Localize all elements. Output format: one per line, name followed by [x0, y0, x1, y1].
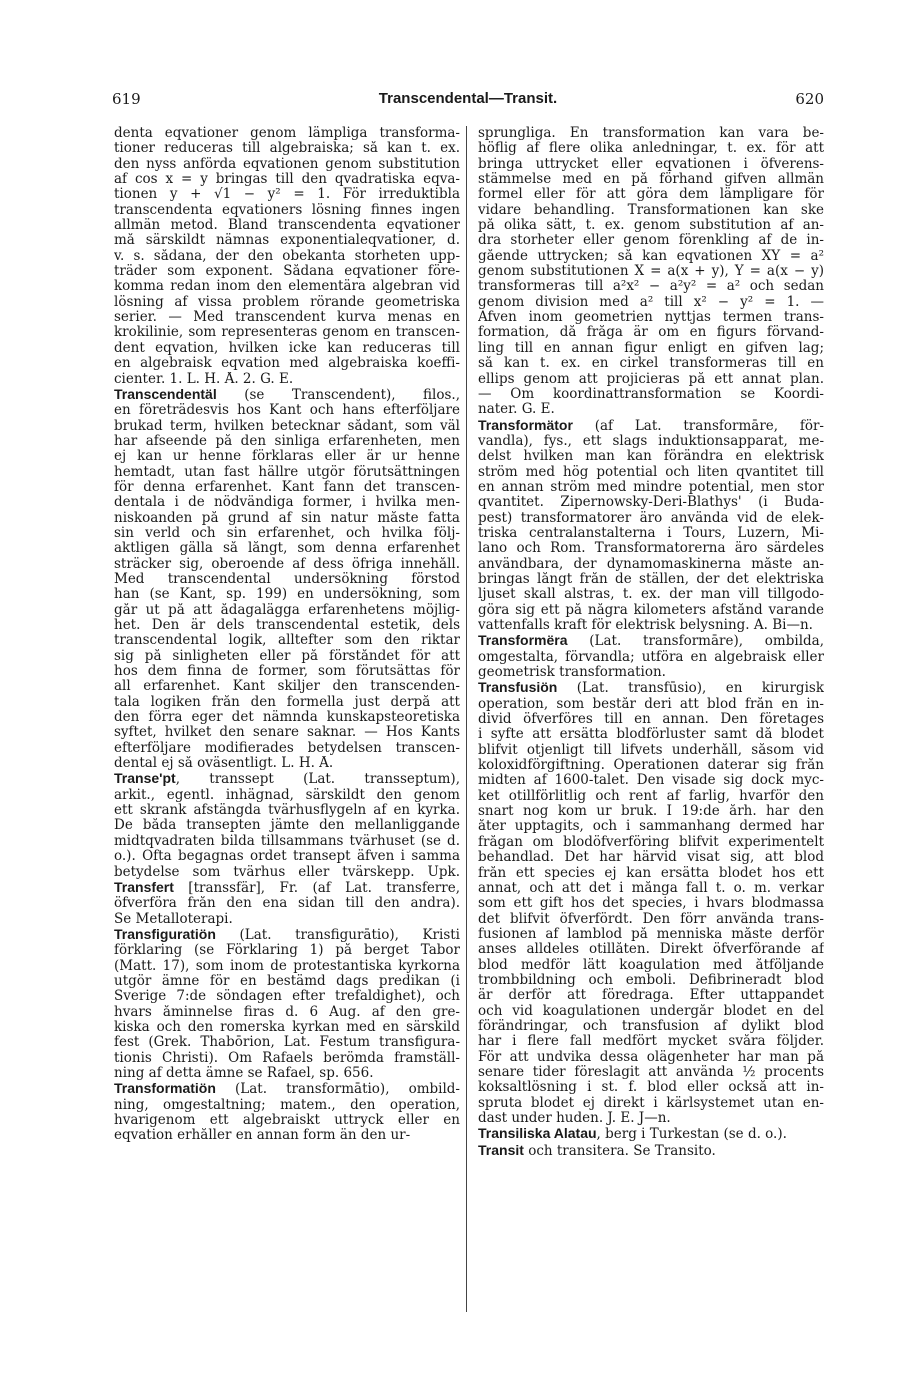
text-line: senare tider föreslagit att använda ½ procents [478, 1064, 824, 1080]
text-line: komma redan inom den elementära algebran vid [114, 279, 460, 295]
text-line: serier. — Med transcendent kurva menas en [114, 310, 460, 326]
text-line: all erfarenhet. Kant skiljer den transcenden- [114, 679, 460, 695]
text-line: dentala i de nödvändiga former, i hvilka men- [114, 495, 460, 511]
headword: Transfusiön [478, 680, 558, 696]
text-line: Transformëra (Lat. transformāre), ombilda, [478, 633, 824, 650]
text-line: qvantitet. Zipernowsky-Deri-Blathys' (i Buda- [478, 495, 824, 511]
text-line: hvarigenom ett algebraiskt uttryck eller en [114, 1113, 460, 1128]
text-line: sin verld och sin erfarenhet, och hvilka följ- [114, 525, 460, 541]
text-line: denta eqvationer genom lämpliga transforma- [114, 126, 460, 141]
text-line: frågan om blodöfverföring blifvit experimentelt [478, 834, 824, 850]
text-line: det blifvit öfverfördt. Den förr använda trans- [478, 911, 824, 927]
headword: Transformätor [478, 417, 573, 433]
text-line: — Om koordinattransformation se Koordi- [478, 386, 824, 402]
text-line: ljuset skall alstras, t. ex. der man vill tillgodo- [478, 587, 824, 603]
text-line: har i flere fall medfört mycket svåra följder. [478, 1034, 824, 1050]
text-line: förändringar, och transfusion af dylikt blod [478, 1018, 824, 1034]
text-line: Transcendentäl (se Transcendent), filos., [114, 386, 460, 403]
text-line: förklaring (se Förklaring 1) på berget Tabor [114, 943, 460, 959]
right-column [478, 126, 824, 1159]
text-line: Transe'pt, transsept (Lat. transseptum), [114, 771, 460, 788]
text-line: vattenfalls kraft för elektrisk belysning. A. Bi—n. [478, 618, 813, 633]
text-line: lösning af vissa problem rörande geometriska [114, 294, 460, 310]
text-line: nater. G. E. [478, 402, 555, 418]
text-line: behandlad. Det har härvid visat sig, att blod [478, 850, 824, 866]
text-line: Transfert [transsfär], Fr. (af Lat. transferre, [114, 879, 460, 896]
text-line: arkit., egentl. inhägnad, särskildt den genom [114, 787, 460, 803]
text-line: från ett species ej kan ersätta blodet hos ett [478, 865, 824, 881]
text-line: sprungliga. En transformation kan vara be- [478, 126, 824, 141]
text-line: vandla), fys., ett slags induktionsapparat, me- [478, 433, 824, 449]
text-line: Transfusiön (Lat. transfūsio), en kirurgisk [478, 680, 824, 697]
text-line: hemtadt, utan fast hällre utgör förutsättningen [114, 464, 460, 480]
text-line: anses alldeles otillåten. Direkt öfverförande af [478, 942, 824, 958]
text-line: triska centralanstalterna i Tours, Luzern, Mi- [478, 525, 824, 541]
text-line: en företrädesvis hos Kant och hans efterföljare [114, 403, 460, 419]
text-line: operation, som består deri att blod från en in- [478, 696, 824, 712]
text-line: delst hvilken man kan förändra en elektrisk [478, 449, 824, 465]
text-line: höflig af flere olika anledningar, t. ex. för att [478, 141, 824, 157]
text-line: Äfven inom geometrien nyttjas termen trans- [478, 310, 824, 326]
text-line: användbara, der dynamomaskinerna måste an- [478, 556, 824, 572]
running-title: Transcendental—Transit. [378, 90, 558, 107]
text-line: göra sig ett på några kilometers afstånd varande [478, 602, 824, 618]
text-line: o.). Ofta begagnas ordet transept äfven i samma [114, 849, 460, 865]
text-line: den förra eger det nämnda kunskapsteoretiska [114, 710, 460, 726]
text-line: brukad term, hvilken betecknar sådant, som väl [114, 418, 460, 434]
text-line: har afseende på den sinliga erfarenheten, men [114, 433, 460, 449]
text-line: sträcker sig, oberoende af dess öfriga innehåll. [114, 556, 460, 572]
text-line: koksaltlösning i st. f. blod eller också att in- [478, 1080, 824, 1096]
text-line: Sverige 7:de söndagen efter trefaldighet), och [114, 989, 460, 1005]
text-line: Transformatiön (Lat. transformātio), ombild- [114, 1081, 460, 1098]
text-line: efterföljare modifierades betydelsen transcen- [114, 740, 460, 756]
text-line: fusionen af lamblod på menniska måste derför [478, 926, 824, 942]
text-line: hos dem finna de former, som förutsättas för [114, 664, 460, 680]
headword: Transcendentäl [114, 386, 217, 402]
text-line: snart nog kom ur bruk. I 19:de årh. har den [478, 804, 824, 820]
text-line: för denna erfarenhet. Kant fann det transcen- [114, 479, 460, 495]
text-line: dast under huden. J. E. J—n. [478, 1111, 671, 1126]
text-line: niskoanden på grund af sin natur måste fatta [114, 510, 460, 526]
page-number-right: 620 [795, 90, 824, 108]
text-line: blifvit otjenligt till lifvets underhåll, såsom vid [478, 742, 824, 758]
text-line: Transfiguratiön (Lat. transfigurātio), Kristi [114, 926, 460, 943]
headword: Transfiguratiön [114, 926, 216, 942]
text-line: åter upptagits, och i sammanhang dermed har [478, 819, 824, 835]
headword: Transformatiön [114, 1081, 216, 1097]
text-line: tioner reduceras till algebraiska; så kan t. ex. [114, 141, 460, 157]
text-line: i syfte att ersätta blodförluster samt då blodet [478, 727, 824, 743]
text-line: utgör ämne för en bestämd dags predikan (i [114, 973, 460, 989]
text-line: cienter. 1. L. H. Å. 2. G. E. [114, 371, 294, 387]
text-line: formel eller för att göra dem lämpligare för [478, 187, 824, 203]
text-line: Se Metalloterapi. [114, 911, 233, 927]
text-line: går ut på att ådagalägga erfarenhetens möjlig- [114, 602, 460, 618]
text-line: gående uttrycken; så kan eqvationen XY = a² [478, 248, 824, 264]
text-line: För att undvika dessa olägenheter har man på [478, 1049, 824, 1065]
text-line: syftet, hvilket den senare saknar. — Hos Kants [114, 725, 460, 741]
text-line: Transiliska Alatau, berg i Turkestan (se d. o.). [478, 1126, 787, 1143]
text-line: ellips genom att projicieras på ett annat plan. [478, 371, 824, 387]
text-line: bringas långt från de ställen, der det elektriska [478, 571, 824, 587]
text-line: midten af 1600-talet. Den visade sig dock myc- [478, 773, 824, 789]
text-line: divid öfverföres till en annan. Den företages [478, 712, 824, 728]
text-line: dental ej så oväsentligt. L. H. Å. [114, 756, 334, 772]
headword: Transiliska Alatau [478, 1126, 597, 1142]
text-line: tala logiken från den formella just derpå att [114, 694, 460, 710]
text-line: en annan ström med mindre potential, men stor [478, 479, 824, 495]
running-header [112, 90, 824, 112]
text-line: blod medför lätt koagulation med åtföljande [478, 957, 824, 973]
text-line: vidare behandling. Transformationen kan ske [478, 202, 824, 218]
text-line: allmän metod. Bland transcendenta eqvationer [114, 218, 460, 234]
text-line: stämmelse med en på förhand gifven allmän [478, 172, 824, 188]
text-line: (Matt. 17), som inom de protestantiska kyrkorna [114, 958, 460, 974]
text-line: ning af detta ämne se Rafael, sp. 656. [114, 1065, 374, 1081]
text-line: aktligen gälla så långt, som denna erfarenhet [114, 541, 460, 557]
text-line: dent eqvation, hvilken icke kan reduceras till [114, 340, 460, 356]
left-column [114, 126, 460, 1144]
text-line: koloxidförgiftning. Operationen daterar sig från [478, 758, 824, 774]
text-line: hvars åminnelse firas d. 6 Aug. af den gre- [114, 1004, 460, 1020]
text-line: Transformätor (af Lat. transformāre, för- [478, 417, 824, 434]
text-line: Transit och transitera. Se Transito. [478, 1142, 716, 1159]
text-line: träder som exponent. Sådana eqvationer före- [114, 264, 460, 280]
text-line: ström med hög potential och liten qvantitet till [478, 464, 824, 480]
text-line: ling till en annan figur enligt en gifven lag; [478, 340, 824, 356]
text-line: genom division med a² till x² − y² = 1. — [478, 294, 824, 310]
text-line: v. s. sådana, der den obekanta storheten upp- [114, 248, 460, 264]
text-line: pest) transformatorer äro använda vid de elek- [478, 510, 824, 526]
text-line: De båda transepten jämte den mellanliggande [114, 818, 460, 834]
text-line: midtqvadraten bilda tillsammans tvärhuset (se d. [114, 833, 460, 849]
text-line: en algebraisk eqvation med algebraiska koeffi- [114, 356, 460, 372]
headword: Transit [478, 1142, 524, 1158]
text-line: transcendental logik, alltefter som den riktar [114, 633, 460, 649]
text-line: transformeras till a²x² − a²y² = a² och sedan [478, 279, 824, 295]
text-line: Med transcendental undersökning förstod [114, 571, 460, 587]
headword: Transformëra [478, 633, 568, 649]
text-line: lano och Rom. Transformatorerna äro särdeles [478, 541, 824, 557]
text-line: ning, omgestaltning; matem., den operation, [114, 1097, 460, 1113]
text-line: den nyss anförda eqvationen genom substitution [114, 156, 460, 172]
text-line: betydelse som tvärhus eller tvärskepp. Upk. [114, 864, 460, 880]
text-line: annat, och att det i många fall t. o. m. verkar [478, 880, 824, 896]
text-line: formation, då fråga är om en figurs förvand- [478, 325, 824, 341]
text-line: öfverföra från den ena sidan till den andra). [114, 896, 460, 912]
column-divider [466, 126, 467, 1312]
text-line: fest (Grek. Thabōrion, Lat. Festum transfigura- [114, 1035, 460, 1051]
text-line: het. Den är dels transcendental estetik, dels [114, 618, 460, 633]
text-line: må särskildt nämnas exponentialeqvationer, d. [114, 233, 460, 249]
text-line: sig på sinligheten eller på förståndet för att [114, 648, 460, 664]
page-number-left: 619 [112, 90, 141, 108]
text-line: omgestalta, förvandla; utföra en algebraisk eller [478, 649, 824, 665]
text-line: af cos x = y bringas till den qvadratiska eqva- [114, 172, 460, 188]
text-line: bringa uttrycket eller eqvationen i öfverens- [478, 156, 824, 172]
text-line: transcendenta eqvationers lösning finnes ingen [114, 202, 460, 218]
text-line: geometrisk transformation. [478, 665, 666, 681]
text-line: ej kan ur henne förklaras eller är ur henne [114, 449, 460, 465]
text-line: spruta blodet ej direkt i kärlsystemet utan en- [478, 1095, 824, 1111]
text-line: tionen y + √1 − y² = 1. För irreduktibla [114, 187, 460, 203]
text-line: så kan t. ex. en cirkel transformeras till en [478, 356, 824, 372]
text-line: på olika sätt, t. ex. genom substitution af an- [478, 218, 824, 234]
text-line: krokilinie, som representeras genom en transcen- [114, 325, 460, 341]
text-line: tionis Christi). Om Rafaels berömda framställ- [114, 1050, 460, 1066]
text-line: eqvation erhåller en annan form än den ur- [114, 1128, 411, 1144]
text-line: ket otillförlitlig och rent af farlig, hvarför den [478, 788, 824, 804]
text-line: genom substitutionen X = a(x + y), Y = a(x − y) [478, 264, 824, 280]
text-line: trombbildning och emboli. Defibrineradt blod [478, 972, 824, 988]
text-line: dra storheter eller genom förenkling af de in- [478, 233, 824, 249]
text-line: ett skrank afstängda tvärhusflygeln af en kyrka. [114, 803, 460, 819]
text-line: är derför att föredraga. Efter uttappandet [478, 988, 824, 1004]
text-line: som ett gift hos det species, i hvars blodmassa [478, 896, 824, 912]
text-line: och vid koagulationen undergår blodet en del [478, 1003, 824, 1019]
text-line: han (se Kant, sp. 199) en undersökning, som [114, 587, 460, 603]
headword: Transe'pt [114, 771, 176, 787]
headword: Transfert [114, 879, 174, 895]
text-line: kiska och den romerska kyrkan med en särskild [114, 1019, 460, 1035]
